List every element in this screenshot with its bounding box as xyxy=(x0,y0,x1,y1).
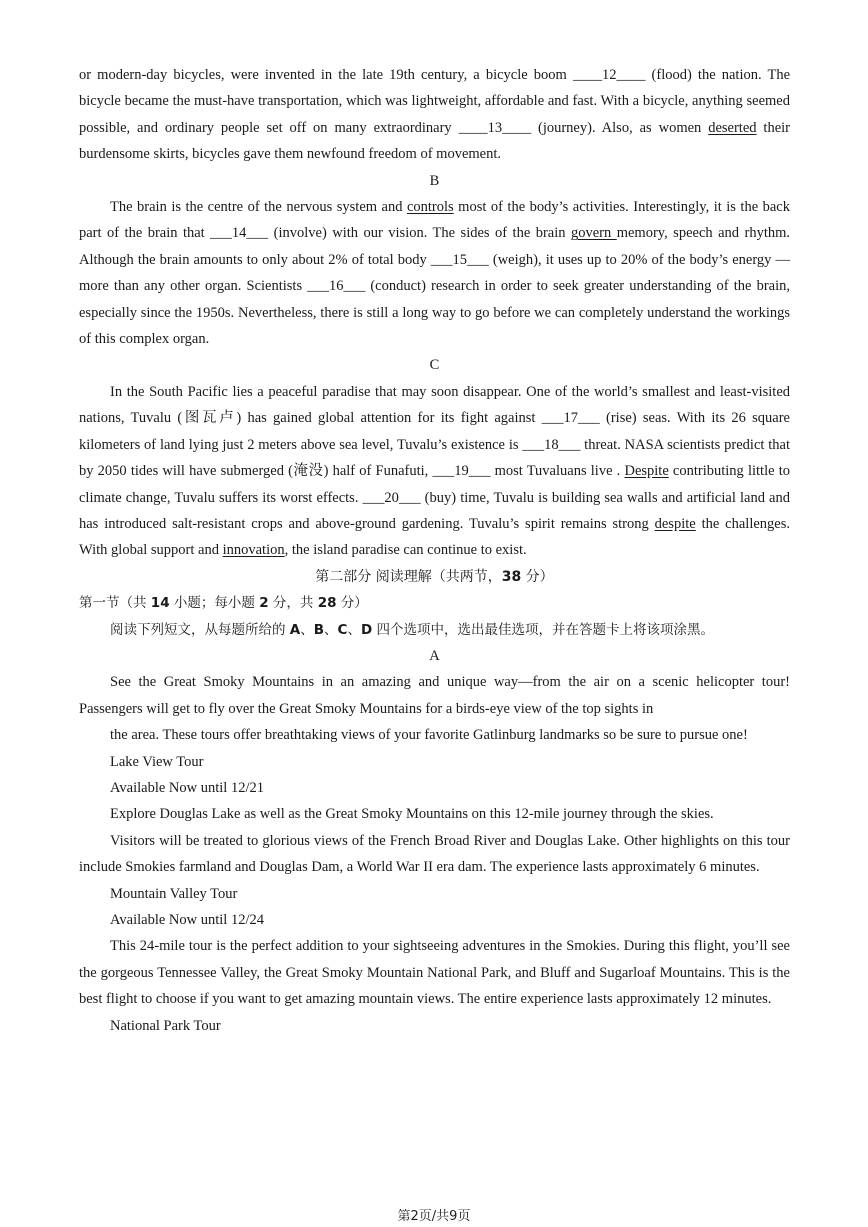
part2-title-text: 第二部分 阅读理解（共两节， xyxy=(315,568,502,585)
passage-text: their burdensome skirts, bicycles gave them newfound freedom of movement. xyxy=(79,119,790,163)
page-content xyxy=(79,62,790,1039)
reading-a-intro-cont: the area. These tours offer breathtaking views of your favorite Gatlinburg landmarks so be sure to pursue one! xyxy=(110,727,748,744)
passage-b-body xyxy=(79,194,790,352)
page-footer: 第2页/共9页 xyxy=(397,1209,471,1224)
underlined-word: despite xyxy=(654,515,696,532)
passage-text: The brain is the centre of the nervous system and xyxy=(110,199,407,216)
tour2-name: Mountain Valley Tour xyxy=(110,885,238,902)
option-letter: B xyxy=(313,621,325,638)
underlined-word: deserted xyxy=(708,119,757,136)
passage-continuation xyxy=(79,62,790,168)
underlined-word: innovation xyxy=(222,542,285,559)
section1-text: 分） xyxy=(336,595,368,612)
instructions-text: 阅读下列短文，从每题所给的 xyxy=(110,621,290,638)
passage-text: memory, speech and rhythm. Although the brain amounts to only about 2% of total body ___15___ (weigh), it uses up to 20% of the body’s energy — more than any other organ. Scientists ___16___ (conduct) research in order to seek greater understanding of the brain, especially since the 1950s. Nevertheless, there is still a long way to go before we can completely understand the workings of this complex organ. xyxy=(79,225,791,348)
reading-a-intro: See the Great Smoky Mountains in an amazing and unique way—from the air on a scenic helicopter tour! Passengers will get to fly over the Great Smoky Mountains for a birds-eye view of the top sights in xyxy=(79,674,790,717)
tour1-description: Explore Douglas Lake as well as the Great Smoky Mountains on this 12-mile journey through the skies. xyxy=(110,806,714,823)
option-letter: A xyxy=(289,621,301,638)
passage-c-body xyxy=(79,379,790,564)
option-letter: D xyxy=(360,621,373,638)
part2-title xyxy=(79,564,790,590)
passage-text: , the island paradise can continue to exist. xyxy=(284,542,527,559)
section1-heading xyxy=(79,590,790,616)
section1-number: 2 xyxy=(259,595,269,612)
passage-text: contributing little to climate change, Tuvalu suffers its worst effects. ___20___ (buy) time, Tuvalu is building sea walls and artificial land and has introduced salt-resistant crops and above-ground gardening. Tuvalu’s spirit remains strong xyxy=(79,463,790,532)
part2-title-score: 38 xyxy=(501,568,522,585)
passage-text: most of the body’s activities. Interestingly, it is the back part of the brain that ___14___ (involve) with our vision. The sides of the brain xyxy=(79,199,790,242)
underlined-word: controls xyxy=(406,199,454,216)
section1-text: 小题；每小题 xyxy=(169,595,260,612)
tour1-name: Lake View Tour xyxy=(110,753,204,770)
underlined-word: govern xyxy=(570,225,617,242)
tour1-availability: Available Now until 12/21 xyxy=(110,779,264,796)
tour1-details: Visitors will be treated to glorious views of the French Broad River and Douglas Lake. Other highlights on this tour include Smokies farmland and Douglas Dam, a World War II era dam. The experience lasts approximately 6 minutes. xyxy=(79,832,790,876)
section1-number: 28 xyxy=(317,595,337,612)
passage-c-label: C xyxy=(429,357,440,374)
tour2-description: This 24-mile tour is the perfect addition to your sightseeing adventures in the Smokies. During this flight, you’ll see the gorgeous Tennessee Valley, the Great Smoky Mountain National Park, and Bluff and Sugarloaf Mountains. This is the best flight to choose if you want to get amazing mountain views. The entire experience lasts approximately 12 minutes. xyxy=(79,938,790,1008)
section1-text: 第一节（共 xyxy=(79,595,151,612)
reading-instructions xyxy=(79,617,790,643)
instructions-text: 、 xyxy=(347,621,361,638)
tour2-availability: Available Now until 12/24 xyxy=(110,912,264,928)
underlined-word: Despite xyxy=(624,463,669,480)
passage-text: or modern-day bicycles, were invented in the late 19th century, a bicycle boom ____12____ (flood) the nation. The bicycle became the must-have transportation, which was lightweight, affordable and fast. With a bicycle, anything seemed possible, and ordinary people set off on many extraordinary ____13____ (journey). Also, as women xyxy=(79,67,790,136)
section1-number: 14 xyxy=(150,595,170,612)
tour3-name: National Park Tour xyxy=(110,1017,221,1034)
part2-title-text: 分） xyxy=(521,568,554,585)
passage-text: the challenges. With global support and xyxy=(79,515,790,559)
instructions-text: 、 xyxy=(324,621,338,638)
passage-text: In the South Pacific lies a peaceful paradise that may soon disappear. One of the world’s smallest and least-visited nations, Tuvalu (图瓦卢) has gained global attention for its fight against ___17___ (rise) seas. With its 26 square kilometers of land lying just 2 meters above sea level, Tuvalu’s existence is ___18___ threat. NASA scientists predict that by 2050 tides will have submerged (淹没) half of Funafuti, ___19___ most Tuvaluans live . xyxy=(79,383,790,480)
instructions-text: 四个选项中，选出最佳选项，并在答题卡上将该项涂黑。 xyxy=(372,621,714,638)
reading-a-label: A xyxy=(429,647,440,664)
instructions-text: 、 xyxy=(300,621,314,638)
passage-b-label: B xyxy=(429,172,440,189)
section1-text: 分，共 xyxy=(268,595,318,612)
option-letter: C xyxy=(337,621,348,638)
